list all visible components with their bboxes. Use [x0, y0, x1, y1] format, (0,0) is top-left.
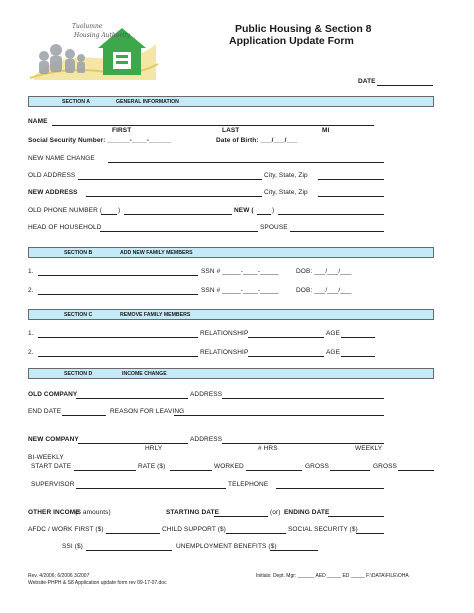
date-field[interactable]: [377, 85, 433, 86]
head-household-field[interactable]: [100, 231, 258, 232]
new-phone-field[interactable]: [278, 214, 384, 215]
old-phone-area[interactable]: [101, 214, 117, 215]
new-company-address-label: ADDRESS: [190, 436, 223, 443]
remove-member-2-name[interactable]: [38, 356, 198, 357]
section-a-title: GENERAL INFORMATION: [116, 99, 179, 105]
hrly-caption: HRLY: [145, 445, 163, 452]
new-company-label: NEW COMPANY: [28, 436, 79, 443]
worked-field[interactable]: [246, 470, 302, 471]
new-company-field[interactable]: [78, 443, 188, 444]
social-security-field[interactable]: [356, 533, 384, 534]
rate-label: RATE ($): [138, 463, 166, 470]
section-a-header: [28, 96, 434, 107]
form-title-line1: Public Housing & Section 8: [235, 23, 372, 35]
svg-text:Tuolumne: Tuolumne: [72, 23, 103, 30]
biweekly-caption: BI-WEEKLY: [28, 454, 64, 461]
remove-member-1-age[interactable]: [341, 337, 375, 338]
add-member-1-name[interactable]: [38, 275, 198, 276]
svg-text:Housing Authority: Housing Authority: [74, 32, 130, 39]
section-c-title: REMOVE FAMILY MEMBERS: [120, 312, 191, 318]
form-title-line2: Application Update Form: [229, 35, 354, 47]
new-city-field[interactable]: [318, 196, 384, 197]
telephone-field[interactable]: [276, 488, 384, 489]
hrs-caption: # HRS: [258, 445, 278, 452]
old-company-address-label: ADDRESS: [190, 391, 223, 398]
add-member-2-number: 2.: [28, 287, 34, 294]
new-phone-area[interactable]: [257, 214, 271, 215]
new-phone-paren: ): [272, 207, 275, 214]
add-member-1-dob[interactable]: DOB: ___/___/___: [296, 268, 352, 275]
supervisor-label: SUPERVISOR: [31, 481, 75, 488]
new-company-address[interactable]: [222, 443, 384, 444]
remove-member-1-age-label: AGE: [326, 330, 341, 337]
section-c-letter: SECTION C: [64, 312, 93, 318]
add-member-2-ssn[interactable]: SSN # _____-____-_____: [201, 287, 279, 294]
remove-member-2-age[interactable]: [341, 356, 375, 357]
rate-field[interactable]: [170, 470, 212, 471]
weekly-caption: WEEKLY: [355, 445, 383, 452]
gross-biweekly-field[interactable]: [398, 470, 434, 471]
spouse-field[interactable]: [290, 231, 384, 232]
remove-member-2-age-label: AGE: [326, 349, 341, 356]
ssi-label: SSI ($): [62, 543, 83, 550]
section-b-title: ADD NEW FAMILY MEMBERS: [120, 250, 193, 256]
new-name-label: NEW NAME CHANGE: [28, 155, 95, 162]
end-date-field[interactable]: [62, 415, 106, 416]
remove-member-2-relationship[interactable]: [248, 356, 324, 357]
new-address-field[interactable]: [86, 196, 262, 197]
old-city-label: City, State, Zip: [264, 172, 308, 179]
revision-note: Rev. 4/2006; 6/2006 3/2007: [28, 573, 90, 579]
old-phone-paren: ): [118, 207, 121, 214]
telephone-label: TELEPHONE: [228, 481, 269, 488]
social-security-label: SOCIAL SECURITY ($): [288, 526, 358, 533]
starting-date-field[interactable]: [214, 516, 268, 517]
old-company-field[interactable]: [76, 398, 188, 399]
amounts-caption: ($ amounts): [75, 509, 111, 516]
start-date-field[interactable]: [74, 470, 136, 471]
section-c-header: [28, 309, 434, 320]
remove-member-1-number: 1.: [28, 330, 34, 337]
new-city-label: City, State, Zip: [264, 189, 308, 196]
ssi-field[interactable]: [86, 550, 172, 551]
head-household-label: HEAD OF HOUSEHOLD: [28, 224, 102, 231]
section-d-letter: SECTION D: [64, 371, 93, 377]
worked-label: WORKED: [214, 463, 244, 470]
remove-member-1-relationship[interactable]: [248, 337, 324, 338]
section-a-letter: SECTION A: [62, 99, 91, 105]
starting-date-label: STARTING DATE: [166, 509, 220, 516]
add-member-2-name[interactable]: [38, 294, 198, 295]
new-address-label: NEW ADDRESS: [28, 189, 78, 196]
last-caption: LAST: [222, 127, 240, 134]
reason-leaving-label: REASON FOR LEAVING: [110, 408, 185, 415]
child-support-label: CHILD SUPPORT ($): [162, 526, 226, 533]
ending-date-field[interactable]: [328, 516, 384, 517]
initials-line: Initials: Dept. Mgr: ______ AED _____ ED _____ F:\DATA\FILE\OHA: [256, 573, 409, 579]
new-phone-label: NEW (: [234, 207, 254, 214]
add-member-1-number: 1.: [28, 268, 34, 275]
ssn-field[interactable]: Social Security Number: ______-____-______: [28, 137, 172, 144]
new-name-field[interactable]: [108, 162, 384, 163]
end-date-label: END DATE: [28, 408, 62, 415]
gross-weekly-label: GROSS: [305, 463, 329, 470]
name-field[interactable]: [52, 125, 374, 126]
section-d-title: INCOME CHANGE: [122, 371, 167, 377]
old-company-label: OLD COMPANY: [28, 391, 78, 398]
section-b-letter: SECTION B: [64, 250, 93, 256]
afdc-label: AFDC / WORK FIRST ($): [28, 526, 104, 533]
file-reference: Website-PHPH & S8 Application update form rev 09-17-07.doc: [28, 580, 167, 586]
child-support-field[interactable]: [226, 533, 286, 534]
add-member-2-dob[interactable]: DOB: ___/___/___: [296, 287, 352, 294]
gross-weekly-field[interactable]: [330, 470, 370, 471]
section-b-header: [28, 247, 434, 258]
afdc-field[interactable]: [106, 533, 160, 534]
remove-member-2-relationship-label: RELATIONSHIP: [200, 349, 249, 356]
old-city-field[interactable]: [318, 179, 384, 180]
date-label: DATE: [358, 78, 376, 85]
old-address-label: OLD ADDRESS: [28, 172, 76, 179]
or-caption: (or): [270, 509, 281, 516]
gross-biweekly-label: GROSS: [373, 463, 397, 470]
old-phone-field[interactable]: [124, 214, 232, 215]
add-member-1-ssn[interactable]: SSN # _____-____-_____: [201, 268, 279, 275]
first-caption: FIRST: [112, 127, 132, 134]
section-d-header: [28, 368, 434, 379]
mi-caption: MI: [322, 127, 330, 134]
spouse-label: SPOUSE: [260, 224, 288, 231]
dob-field[interactable]: Date of Birth: ___/___/___: [216, 137, 298, 144]
remove-member-2-number: 2.: [28, 349, 34, 356]
unemployment-field[interactable]: [270, 550, 318, 551]
old-address-field[interactable]: [78, 179, 262, 180]
housing-authority-logo: [26, 14, 162, 86]
reason-leaving-field[interactable]: [174, 415, 384, 416]
ending-date-label: ENDING DATE: [284, 509, 330, 516]
other-income-label: OTHER INCOME: [28, 509, 80, 516]
remove-member-1-relationship-label: RELATIONSHIP: [200, 330, 249, 337]
name-label: NAME: [28, 118, 48, 125]
unemployment-label: UNEMPLOYMENT BENEFITS ($): [176, 543, 277, 550]
start-date-label: START DATE: [31, 463, 72, 470]
supervisor-field[interactable]: [76, 488, 226, 489]
old-company-address[interactable]: [222, 398, 384, 399]
old-phone-label: OLD PHONE NUMBER (: [28, 207, 103, 214]
remove-member-1-name[interactable]: [38, 337, 198, 338]
